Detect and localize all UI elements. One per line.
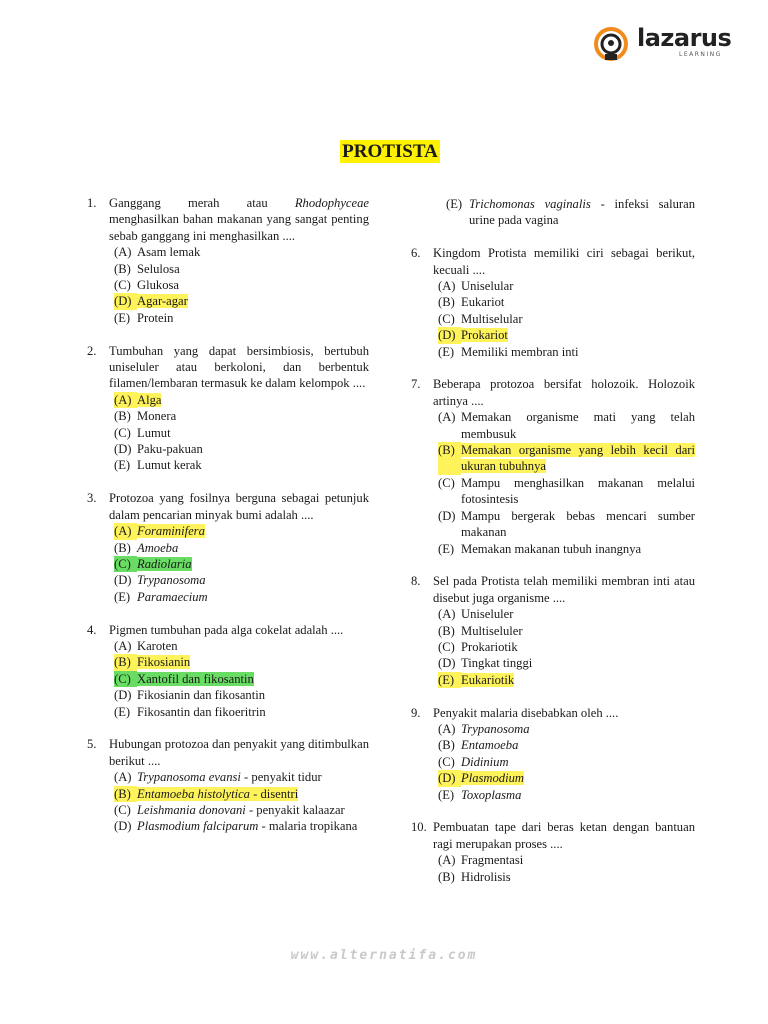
right-questions [411, 245, 695, 885]
option-text [137, 589, 369, 605]
answer-option [114, 786, 369, 802]
question-text [109, 736, 369, 769]
text-fragment: - infeksi saluran urine pada vagina [469, 197, 695, 228]
option-text [137, 457, 369, 473]
option-text [461, 344, 695, 360]
answer-option [438, 294, 695, 310]
option-list [411, 721, 695, 803]
question-number: 9. [411, 705, 421, 720]
option-label: (C) [114, 671, 137, 687]
option-text [137, 671, 369, 687]
option-label: (B) [438, 869, 455, 884]
option-text [461, 672, 695, 688]
text-fragment: Fikosianin [137, 655, 191, 670]
option-text [461, 541, 695, 557]
option-text [137, 408, 369, 424]
option-list [87, 392, 369, 474]
option-label: (E) [114, 589, 131, 604]
yellow-highlight [137, 655, 190, 669]
option-label: (E) [114, 704, 131, 719]
answer-option [114, 392, 369, 408]
option-label: (B) [114, 654, 137, 670]
text-fragment: Mampu bergerak bebas mencari sumber makanan [461, 508, 695, 540]
question-row [87, 736, 369, 769]
yellow-highlight [461, 771, 524, 785]
question-number: 5. [87, 737, 97, 752]
answer-option [114, 408, 369, 424]
text-fragment: - penyakit kalaazar [245, 802, 345, 817]
option-label: (C) [438, 639, 455, 654]
option-text [137, 523, 369, 539]
text-fragment: menghasilkan bahan makanan yang sangat penting sebab ganggang ini menghasilkan .... [109, 212, 369, 243]
question-row [87, 343, 369, 392]
answer-option [438, 737, 695, 753]
answer-option [114, 802, 369, 818]
option-list [87, 638, 369, 720]
option-label: (E) [438, 344, 455, 359]
option-label: (A) [114, 638, 132, 653]
option-text [461, 721, 695, 737]
question-number: 8. [411, 574, 421, 589]
option-text [137, 786, 369, 802]
text-fragment: Beberapa protozoa bersifat holozoik. Holozoik artinya .... [433, 377, 695, 408]
lazarus-logo [594, 24, 732, 64]
yellow-highlight [137, 787, 298, 801]
italic-term: Trypanosoma evansi [137, 770, 241, 785]
answer-option [114, 261, 369, 277]
text-fragment: - penyakit tidur [240, 770, 322, 785]
text-fragment: Asam lemak [137, 245, 201, 260]
option-text [461, 278, 695, 294]
option-list [411, 606, 695, 688]
question-number: 3. [87, 491, 97, 506]
option-text [137, 769, 369, 785]
option-text [461, 327, 695, 343]
option-text [137, 261, 369, 277]
option-text [461, 311, 695, 327]
text-fragment: Eukariotik [461, 672, 515, 687]
answer-option [114, 589, 369, 605]
option-label: (E) [114, 310, 131, 325]
option-label: (C) [114, 556, 137, 572]
italic-term: Trypanosoma [461, 721, 530, 736]
yellow-highlight [137, 294, 188, 308]
text-fragment: Alga [137, 392, 162, 407]
option-label: (D) [114, 442, 132, 457]
option-label: (D) [438, 327, 461, 343]
option-label: (B) [114, 786, 137, 802]
option-label: (E) [438, 672, 461, 688]
option-label: (B) [438, 623, 455, 638]
question-text [433, 573, 695, 606]
italic-term: Plasmodium [461, 771, 524, 786]
text-fragment: Tumbuhan yang dapat bersimbiosis, bertubuh uniseluler atau berkoloni, dan berbentuk filamen/lembaran termasuk ke dalam kelompok .... [109, 343, 369, 391]
option-text [461, 852, 695, 868]
question-item [87, 622, 369, 720]
option-label: (E) [114, 458, 131, 473]
answer-option [114, 638, 369, 654]
answer-option [438, 655, 695, 671]
answer-option [114, 457, 369, 473]
option-label: (A) [438, 607, 456, 622]
text-fragment: Hubungan protozoa dan penyakit yang ditimbulkan berikut .... [109, 737, 369, 768]
option-text [137, 293, 369, 309]
option-label: (B) [438, 738, 455, 753]
left-column [87, 195, 369, 851]
option-text [137, 572, 369, 588]
option-label: (D) [114, 293, 137, 309]
answer-option [114, 425, 369, 441]
answer-option [438, 852, 695, 868]
text-fragment: Kingdom Protista memiliki ciri sebagai berikut, kecuali .... [433, 246, 695, 277]
question-number: 10. [411, 820, 427, 835]
text-fragment: Glukosa [137, 278, 179, 293]
option-text [137, 654, 369, 670]
text-fragment: Memakan organisme mati yang telah membusuk [461, 410, 695, 441]
answer-option [114, 687, 369, 703]
text-fragment: Protozoa yang fosilnya berguna sebagai petunjuk dalam pencarian minyak bumi adalah .... [109, 491, 369, 522]
question-row [87, 490, 369, 523]
question-item [411, 573, 695, 688]
answer-option [114, 277, 369, 293]
text-fragment: Monera [137, 409, 177, 424]
option-text [461, 294, 695, 310]
answer-option [114, 556, 369, 572]
answer-option [438, 409, 695, 442]
option-text [461, 770, 695, 786]
answer-option [438, 787, 695, 803]
green-highlight [137, 672, 254, 686]
text-fragment: Hidrolisis [461, 869, 511, 884]
option-list [411, 409, 695, 557]
option-text [137, 310, 369, 326]
italic-term: Didinium [461, 754, 509, 769]
answer-option [438, 623, 695, 639]
option-label: (A) [114, 523, 137, 539]
question-text [109, 490, 369, 523]
option-label: (A) [438, 721, 456, 736]
question-row [411, 245, 695, 278]
question-item [411, 819, 695, 885]
answer-option [114, 818, 369, 834]
option-list [87, 523, 369, 605]
option-label: (C) [438, 475, 455, 490]
text-fragment: - malaria tropikana [258, 819, 358, 834]
option-text [461, 442, 695, 475]
option-text [461, 737, 695, 753]
question-text [433, 819, 695, 852]
option-text [137, 441, 369, 457]
answer-option [438, 475, 695, 508]
option-text [461, 409, 695, 442]
option-label: (A) [114, 245, 132, 260]
text-fragment: Sel pada Protista telah memiliki membran inti atau disebut juga organisme .... [433, 574, 695, 605]
answer-option [114, 310, 369, 326]
answer-option [114, 244, 369, 260]
page-title-wrap [0, 141, 768, 163]
answer-option [114, 293, 369, 309]
question-item [87, 490, 369, 605]
text-fragment: Fikosianin dan fikosantin [137, 688, 266, 703]
text-fragment: Prokariotik [461, 639, 518, 654]
option-text [137, 540, 369, 556]
answer-option [438, 541, 695, 557]
yellow-highlight [461, 328, 508, 342]
option-text [137, 818, 369, 834]
option-label: (E) [438, 787, 455, 802]
italic-term: Entamoeba [461, 738, 519, 753]
answer-option [438, 721, 695, 737]
question-text [433, 705, 695, 721]
answer-option [114, 769, 369, 785]
italic-term: Radiolaria [137, 556, 192, 571]
question-row [87, 622, 369, 638]
option-text [137, 802, 369, 818]
answer-option [438, 770, 695, 786]
text-fragment: Mampu menghasilkan makanan melalui fotosintesis [461, 475, 695, 507]
text-fragment: Pembuatan tape dari beras ketan dengan bantuan ragi merupakan proses .... [433, 820, 695, 851]
text-fragment: Multiselular [461, 311, 523, 326]
answer-option [114, 654, 369, 670]
question-number: 2. [87, 343, 97, 358]
text-fragment: Protein [137, 310, 174, 325]
footer-watermark: www.alternatifa.com [290, 948, 478, 963]
option-label: (A) [438, 853, 456, 868]
answer-option [438, 311, 695, 327]
option-text [461, 655, 695, 671]
text-fragment: Lumut kerak [137, 458, 202, 473]
question-item [411, 376, 695, 556]
question-item [411, 705, 695, 803]
option-list [87, 769, 369, 835]
text-fragment: Ganggang merah atau [109, 196, 295, 210]
option-text [461, 787, 695, 803]
option-label: (E) [446, 197, 463, 211]
option-text [461, 869, 695, 885]
answer-option [438, 344, 695, 360]
answer-option [114, 540, 369, 556]
italic-term: Foraminifera [137, 524, 205, 539]
text-fragment: Memakan organisme yang lebih kecil dari ukuran tubuhnya [461, 443, 695, 474]
option-text [137, 687, 369, 703]
italic-term: Trypanosoma [137, 573, 206, 588]
italic-term: Paramaecium [137, 589, 208, 604]
question-item [87, 343, 369, 474]
option-text [461, 606, 695, 622]
text-fragment: Lumut [137, 425, 171, 440]
option-text [137, 556, 369, 572]
lazarus-emblem-icon [594, 24, 634, 64]
option-text [137, 425, 369, 441]
question-5-option-e [411, 196, 695, 229]
option-label: (D) [438, 508, 456, 523]
question-item [87, 195, 369, 326]
text-fragment: Fragmentasi [461, 853, 524, 868]
question-row [87, 195, 369, 244]
answer-option [114, 704, 369, 720]
option-label: (D) [114, 688, 132, 703]
answer-option [438, 606, 695, 622]
option-label: (C) [438, 754, 455, 769]
italic-term: Toxoplasma [461, 787, 522, 802]
answer-option [114, 441, 369, 457]
option-text [469, 196, 695, 229]
option-text [461, 623, 695, 639]
text-fragment: Uniseluler [461, 607, 514, 622]
italic-term: Leishmania donovani [137, 802, 246, 817]
answer-option [114, 671, 369, 687]
text-fragment: Selulosa [137, 261, 180, 276]
option-text [137, 277, 369, 293]
text-fragment: Memiliki membran inti [461, 344, 579, 359]
option-label: (C) [114, 802, 131, 817]
question-text [109, 195, 369, 244]
option-label: (D) [438, 770, 461, 786]
logo-subtitle: LEARNING [679, 51, 722, 58]
logo-wordmark: lazarus [637, 24, 732, 52]
right-column [411, 196, 695, 901]
answer-option [114, 523, 369, 539]
text-fragment: Xantofil dan fikosantin [137, 671, 254, 686]
question-text [109, 343, 369, 392]
option-label: (C) [114, 425, 131, 440]
question-number: 6. [411, 246, 421, 261]
question-number: 4. [87, 622, 97, 637]
option-label: (D) [114, 819, 132, 834]
option-label: (B) [114, 540, 131, 555]
question-number: 1. [87, 196, 97, 210]
option-list [87, 244, 369, 326]
text-fragment: Agar-agar [137, 294, 188, 309]
option-label: (B) [114, 409, 131, 424]
text-fragment: Fikosantin dan fikoeritrin [137, 704, 266, 719]
italic-term: Trichomonas vaginalis [469, 197, 591, 211]
option-text [461, 508, 695, 541]
answer-option [438, 442, 695, 475]
option-label: (C) [114, 278, 131, 293]
option-list [411, 852, 695, 885]
option-list [411, 278, 695, 360]
text-fragment: Paku-pakuan [137, 442, 203, 457]
italic-term: Amoeba [137, 540, 179, 555]
text-fragment: Prokariot [461, 328, 508, 343]
option-label: (B) [438, 295, 455, 310]
question-row [411, 819, 695, 852]
answer-option [114, 572, 369, 588]
text-fragment: Uniselular [461, 279, 514, 294]
answer-option [438, 508, 695, 541]
option-label: (A) [114, 770, 132, 785]
question-text [433, 245, 695, 278]
option-text [137, 392, 369, 408]
option-label: (B) [438, 442, 461, 475]
option-label: (D) [438, 656, 456, 671]
question-row [411, 376, 695, 409]
question-item [87, 736, 369, 834]
answer-option [438, 278, 695, 294]
page-title: PROTISTA [342, 141, 438, 162]
question-text [433, 376, 695, 409]
option-text [137, 244, 369, 260]
question-text [109, 622, 369, 638]
option-label: (B) [114, 261, 131, 276]
answer-option [438, 327, 695, 343]
option-text [137, 638, 369, 654]
option-label: (E) [438, 541, 455, 556]
text-fragment: Eukariot [461, 295, 505, 310]
yellow-highlight [461, 443, 695, 473]
option-label: (A) [114, 392, 137, 408]
text-fragment: Penyakit malaria disebabkan oleh .... [433, 705, 619, 720]
answer-option [438, 639, 695, 655]
option-text [461, 754, 695, 770]
option-label: (C) [438, 311, 455, 326]
text-fragment: - disentri [249, 786, 299, 801]
yellow-highlight [137, 393, 161, 407]
option-label: (A) [438, 410, 456, 425]
text-fragment: Pigmen tumbuhan pada alga cokelat adalah .... [109, 622, 344, 637]
question-row [411, 573, 695, 606]
option-text [461, 475, 695, 508]
answer-option [438, 754, 695, 770]
yellow-highlight [137, 524, 205, 538]
answer-option [438, 672, 695, 688]
text-fragment: Memakan makanan tubuh inangnya [461, 541, 642, 556]
option-text [461, 639, 695, 655]
italic-term: Entamoeba histolytica [137, 786, 250, 801]
text-fragment: Multiseluler [461, 623, 523, 638]
yellow-highlight [461, 673, 514, 687]
option-text [137, 704, 369, 720]
question-row [411, 705, 695, 721]
text-fragment: Karoten [137, 638, 178, 653]
question-number: 7. [411, 377, 421, 392]
answer-option [438, 869, 695, 885]
italic-term: Rhodophyceae [294, 196, 369, 210]
option-label: (D) [114, 573, 132, 588]
italic-term: Plasmodium falciparum [137, 819, 259, 834]
option-label: (A) [438, 279, 456, 294]
text-fragment: Tingkat tinggi [461, 656, 533, 671]
question-item [411, 245, 695, 360]
green-highlight [137, 557, 192, 571]
